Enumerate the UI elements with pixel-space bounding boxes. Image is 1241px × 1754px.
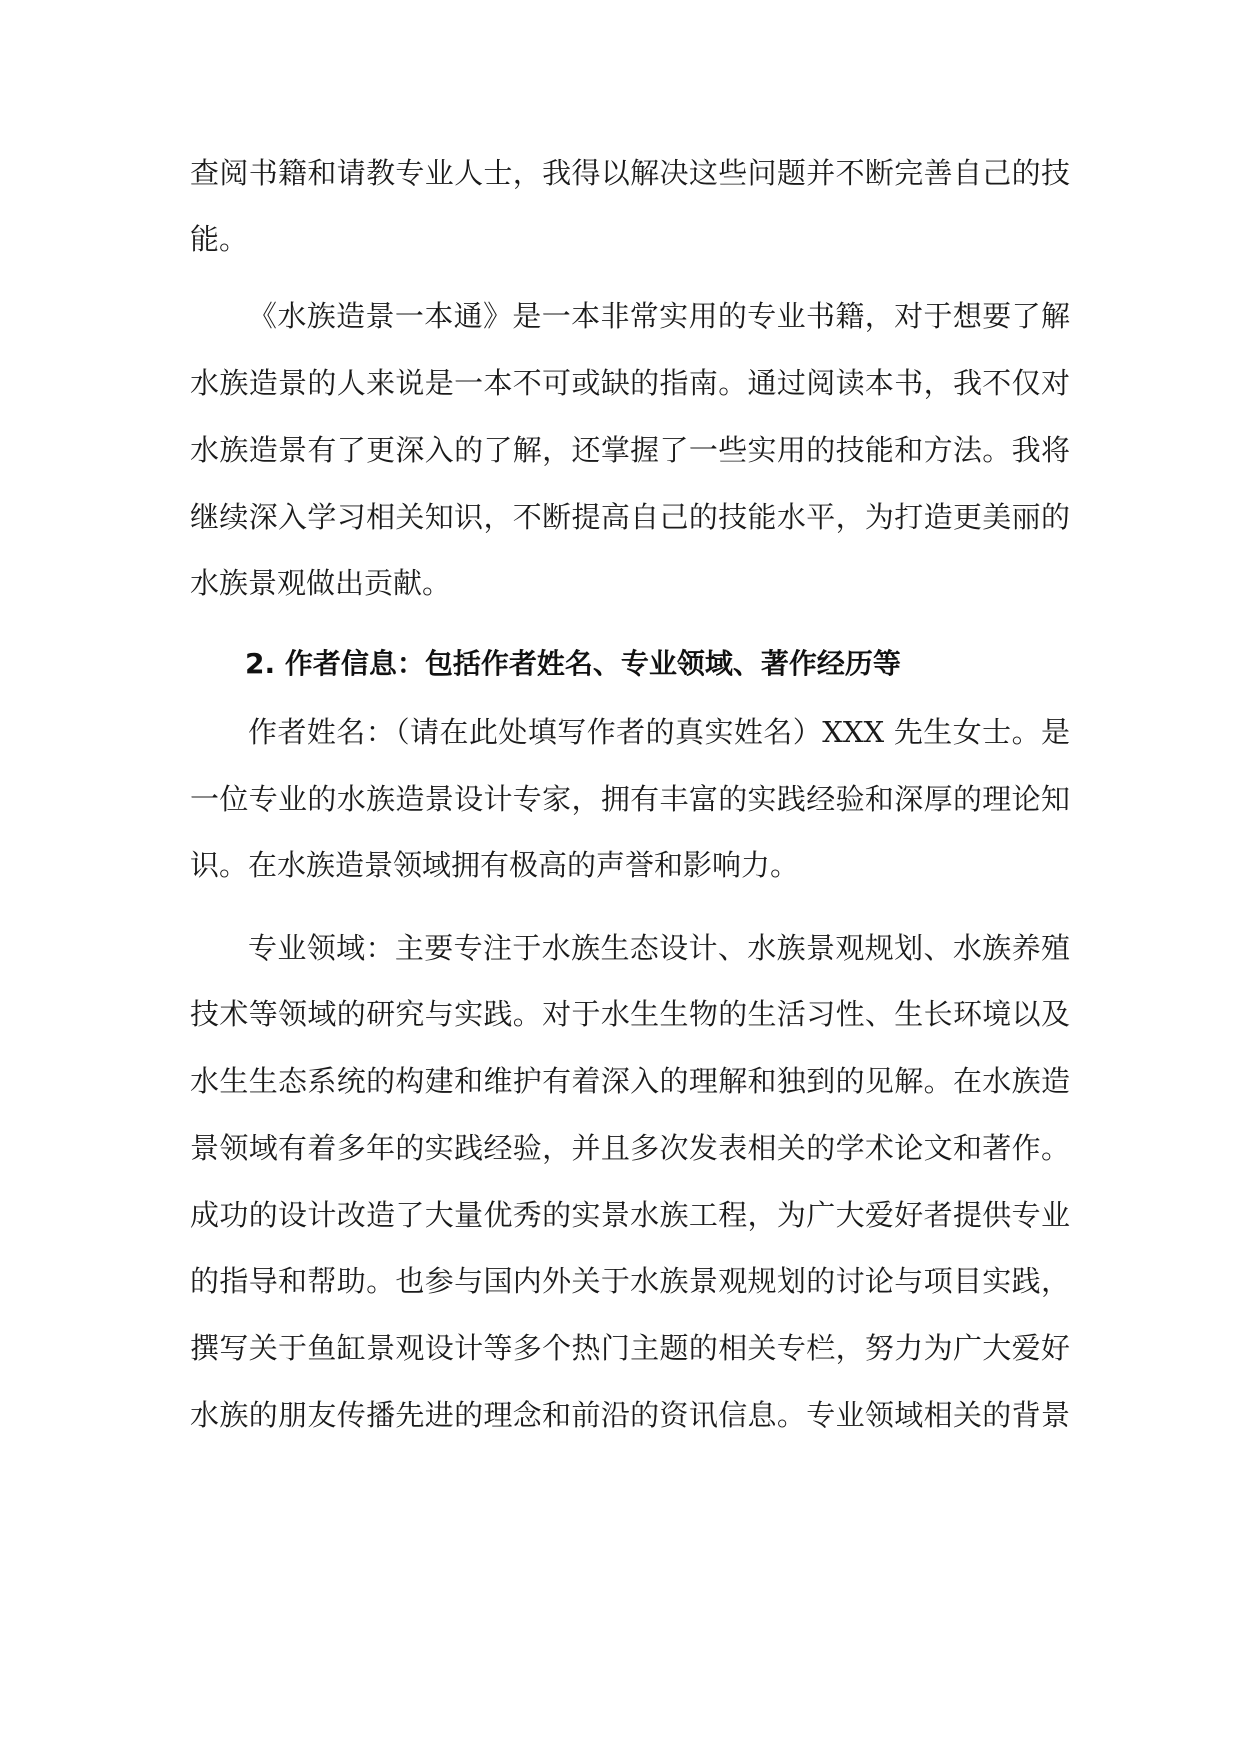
paragraph-line: 撰写关于鱼缸景观设计等多个热门主题的相关专栏，努力为广大爱好 [190,1331,1070,1365]
paragraph-line: 水族造景的人来说是一本不可或缺的指南。通过阅读本书，我不仅对 [190,366,1070,400]
paragraph-line: 水生生态系统的构建和维护有着深入的理解和独到的见解。在水族造 [190,1064,1070,1098]
section-heading: 2. 作者信息：包括作者姓名、专业领域、著作经历等 [245,647,901,680]
paragraph-line: 一位专业的水族造景设计专家，拥有丰富的实践经验和深厚的理论知 [190,782,1070,816]
paragraph-line: 水族的朋友传播先进的理念和前沿的资讯信息。专业领域相关的背景 [190,1398,1070,1432]
paragraph-line: 专业领域：主要专注于水族生态设计、水族景观规划、水族养殖 [248,931,1070,965]
paragraph-line: 成功的设计改造了大量优秀的实景水族工程，为广大爱好者提供专业 [190,1198,1070,1232]
paragraph-line: 的指导和帮助。也参与国内外关于水族景观规划的讨论与项目实践， [190,1264,1070,1298]
paragraph-line: 技术等领域的研究与实践。对于水生生物的生活习性、生长环境以及 [190,997,1070,1031]
paragraph-line: 水族景观做出贡献。 [190,566,452,600]
paragraph-line: 作者姓名：（请在此处填写作者的真实姓名）XXX 先生女士。是 [248,715,1070,749]
paragraph-line: 水族造景有了更深入的了解，还掌握了一些实用的技能和方法。我将 [190,433,1070,467]
paragraph-line: 景领域有着多年的实践经验，并且多次发表相关的学术论文和著作。 [190,1131,1070,1165]
paragraph-line: 继续深入学习相关知识，不断提高自己的技能水平，为打造更美丽的 [190,500,1070,534]
paragraph-line: 识。在水族造景领域拥有极高的声誉和影响力。 [190,848,800,882]
paragraph-line: 查阅书籍和请教专业人士，我得以解决这些问题并不断完善自己的技 [190,156,1070,190]
paragraph-line: 能。 [190,222,249,256]
paragraph-line: 《水族造景一本通》是一本非常实用的专业书籍，对于想要了解 [248,299,1070,333]
